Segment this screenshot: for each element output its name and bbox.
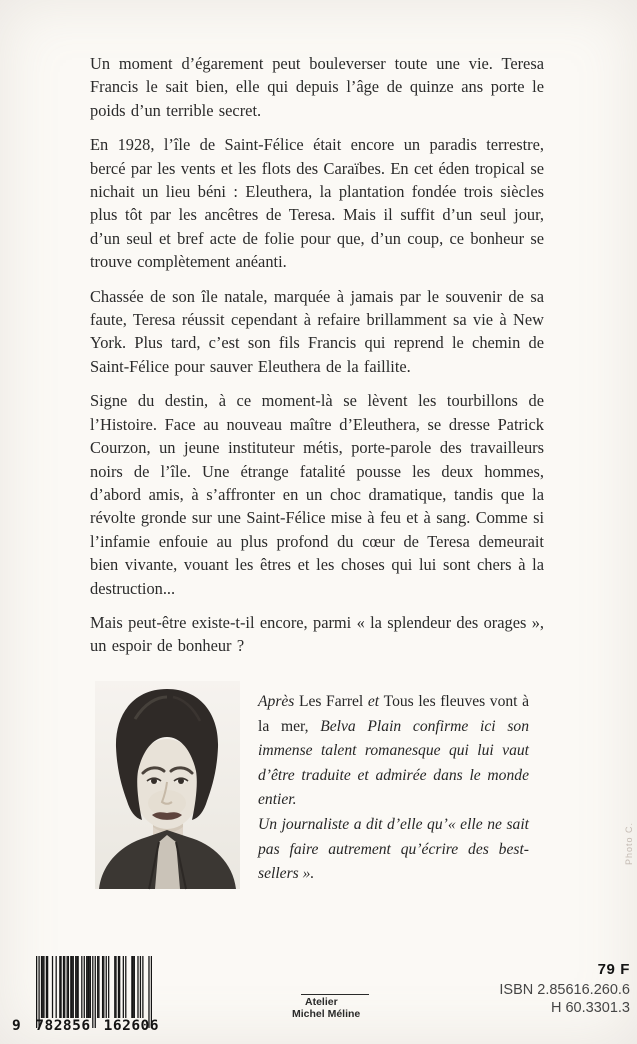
bio-paragraph [258,690,529,813]
blurb-paragraph: Un moment d’égarement peut bouleverser toute une vie. Teresa Francis le sait bien, elle qui depuis l’âge de quinze ans porte le poids d’un terrible secret. [90,54,544,120]
price: 79 F [597,961,630,978]
bio-quote: Un journaliste a dit d’elle qu’« elle ne sait pas faire autrement qu’écrire des best-sellers ». [258,815,529,883]
blurb-paragraph: En 1928, l’île de Saint-Félice était encore un paradis terrestre, bercé par les vents et les flots des Caraïbes. En cet éden tropical se nichait un lieu béni : Eleuthera, la plantation fondée trois siècles plus tôt par les ancêtres de Teresa. Mais il suffit d’un seul jour, d’un seul et bref acte de folie pour que, d’un coup, ce bonheur se trouve complètement anéanti. [90,135,544,272]
ean-barcode [12,956,160,1042]
book-title-tous-les-fleuves: Tous les fleuves vont à la mer, [258,693,530,735]
publisher-logo-rule [301,994,369,995]
blurb-paragraph: Chassée de son île natale, marquée à jamais par le souvenir de sa faute, Teresa réussit cependant à refaire brillamment sa vie à New York. Plus tard, c’est son fils Francis qui reprend le chemin de Saint-Félice pour sauver Eleuthera de la faillite. [90,286,544,376]
book-title-les-farrel: Les Farrel [298,693,368,710]
blurb-paragraph: Signe du destin, à ce moment-là se lèvent les tourbillons de l’Histoire. Face au nouveau maître d’Eleuthera, se dresse Patrick Courzon, un jeune instituteur métis, porte-parole des travailleurs noirs de l’île. Une étrange fatalité pousse les deux hommes, d’abord amis, à s’affronter en un choc dramatique, tandis que la révolte gronde sur une Saint-Félice mise à feu et à sang. Comme si l’infamie enfouie au plus profond du cœur de Teresa demeurait bien vivante, vouant les êtres et les choses qui lui sont chers à la destruction... [90,391,544,598]
isbn-number: ISBN 2.85616.260.6 [499,982,630,998]
publisher-logo [292,994,369,1020]
barcode-digits [12,1018,160,1034]
barcode-digit-left: 9 [12,1018,22,1034]
publisher-name-line1: Atelier [305,996,338,1008]
author-bio [258,690,529,887]
reference-number: H 60.3301.3 [550,1000,630,1016]
synopsis-blurb [90,52,544,669]
author-portrait-photo [95,680,240,890]
portrait-illustration [95,680,240,890]
publisher-name-line2: Michel Méline [292,1007,361,1020]
bio-text: Après [258,693,299,710]
photo-credit: Photo C. [624,821,634,865]
barcode-digit-group: 782856 [35,1018,91,1034]
bio-text: Belva Plain confirme ici son immense talent romanesque qui lui vaut d’être traduite et admirée dans le monde entier. [258,717,529,809]
blurb-paragraph: Mais peut-être existe-t-il encore, parmi « la splendeur des orages », un espoir de bonheur ? [90,612,544,656]
barcode-digit-group: 162606 [103,1018,160,1034]
price-isbn-block [499,961,630,1017]
bio-text: et [367,693,384,710]
